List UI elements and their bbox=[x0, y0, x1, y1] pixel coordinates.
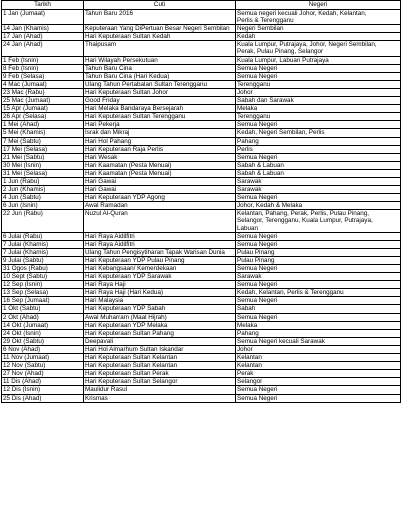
negeri-line: Kedah, Negeri Sembilan, Perlis bbox=[237, 129, 325, 137]
table-row bbox=[2, 80, 401, 88]
holiday-rows bbox=[2, 10, 401, 403]
negeri-line: Semua Negeri bbox=[237, 386, 278, 394]
table-row bbox=[2, 161, 401, 169]
cell-negeri bbox=[236, 240, 401, 248]
negeri-line: Semua Negeri bbox=[237, 121, 278, 129]
negeri-line: Pulau Pinang bbox=[237, 256, 275, 264]
header-negeri: Negeri bbox=[236, 1, 401, 10]
table-row bbox=[2, 97, 401, 105]
cell-tarikh: 1 Jun (Rabu) bbox=[2, 177, 84, 185]
cell-negeri bbox=[236, 297, 401, 305]
negeri-line: Melaka bbox=[237, 105, 258, 113]
cell-cuti: Hari Raya Aidilfitri bbox=[84, 232, 236, 240]
cell-tarikh: 30 Mei (Isnin) bbox=[2, 161, 84, 169]
table-row bbox=[2, 386, 401, 394]
table-row bbox=[2, 105, 401, 113]
cell-tarikh: 4 Mac (Jumaat) bbox=[2, 80, 84, 88]
cell-negeri bbox=[236, 33, 401, 41]
cell-cuti: Hari Raya Haji (Hari Kedua) bbox=[84, 289, 236, 297]
cell-cuti: Hari Hol Pahang bbox=[84, 137, 236, 145]
cell-tarikh: 31 Mei (Selasa) bbox=[2, 169, 84, 177]
table-row bbox=[2, 129, 401, 137]
cell-tarikh: 5 Mei (Khamis) bbox=[2, 129, 84, 137]
cell-cuti: Hari Pekerja bbox=[84, 121, 236, 129]
cell-cuti: Israk dan Mikraj bbox=[84, 129, 236, 137]
table-row bbox=[2, 137, 401, 145]
table-row bbox=[2, 354, 401, 362]
table-row bbox=[2, 273, 401, 281]
cell-negeri bbox=[236, 313, 401, 321]
negeri-line: Johor, Kedah & Melaka bbox=[237, 202, 303, 210]
cell-cuti: Hari Keputeraan YDP Sabah bbox=[84, 305, 236, 313]
cell-negeri bbox=[236, 186, 401, 194]
cell-negeri bbox=[236, 137, 401, 145]
negeri-line: Sarawak bbox=[237, 186, 262, 194]
negeri-line: Semua Negeri bbox=[237, 265, 278, 272]
cell-negeri bbox=[236, 97, 401, 105]
holiday-table bbox=[1, 0, 401, 403]
cell-cuti: Ulang Tahun Pengisytiharan Tapak Warisan Dunia bbox=[84, 248, 236, 256]
table-row bbox=[2, 41, 401, 56]
table-row bbox=[2, 313, 401, 321]
negeri-line: Sabah & Labuan bbox=[237, 161, 284, 169]
cell-negeri bbox=[236, 337, 401, 345]
cell-cuti: Hari Wesak bbox=[84, 153, 236, 161]
cell-cuti: Awal Ramadan bbox=[84, 202, 236, 210]
cell-negeri bbox=[236, 321, 401, 329]
table-row bbox=[2, 345, 401, 353]
header-cuti: Cuti bbox=[84, 1, 236, 10]
cell-tarikh: 2 Jun (Khamis) bbox=[2, 186, 84, 194]
cell-tarikh: 4 Jun (Sabtu) bbox=[2, 194, 84, 202]
cell-tarikh: 1 Feb (Isnin) bbox=[2, 56, 84, 64]
cell-cuti: Good Friday bbox=[84, 97, 236, 105]
cell-cuti: Hari Keputeraan Sultan Selangor bbox=[84, 378, 236, 386]
negeri-line: Sarawak bbox=[237, 177, 262, 185]
cell-negeri bbox=[236, 56, 401, 64]
negeri-line: Semua Negeri bbox=[237, 153, 278, 161]
table-row bbox=[2, 394, 401, 402]
cell-tarikh: 9 Feb (Selasa) bbox=[2, 72, 84, 80]
cell-cuti: Hari Keputeraan Sultan Pahang bbox=[84, 329, 236, 337]
cell-tarikh: 6 Jun (Isnin) bbox=[2, 202, 84, 210]
negeri-line: Kedah, Kelantan, Perlis & Terengganu bbox=[237, 289, 344, 297]
cell-negeri bbox=[236, 329, 401, 337]
negeri-line: Sarawak bbox=[237, 273, 262, 281]
table-row bbox=[2, 337, 401, 345]
negeri-line: Perak bbox=[237, 370, 254, 378]
negeri-line: Johor bbox=[237, 345, 253, 353]
table-row bbox=[2, 210, 401, 232]
table-row bbox=[2, 153, 401, 161]
negeri-line: Semua Negeri kecuali Sarawak bbox=[237, 337, 325, 345]
negeri-line: Selangor, Terengganu, Kuala Lumpur, Putrajaya, bbox=[237, 217, 373, 225]
table-row bbox=[2, 281, 401, 289]
cell-cuti: Hari Kebangsaan/ Kemerdekaan bbox=[84, 265, 236, 273]
negeri-line: Terengganu bbox=[237, 80, 271, 88]
cell-negeri bbox=[236, 41, 401, 56]
cell-tarikh: 29 Okt (Sabtu) bbox=[2, 337, 84, 345]
cell-cuti: Awal Muharram (Maal Hijrah) bbox=[84, 313, 236, 321]
cell-tarikh: 15 Apr (Jumaat) bbox=[2, 105, 84, 113]
header-row bbox=[2, 1, 401, 10]
negeri-line: Semua Negeri bbox=[237, 232, 278, 240]
cell-cuti: Nuzul Al-Quran bbox=[84, 210, 236, 232]
negeri-line: Perlis bbox=[237, 145, 253, 153]
cell-negeri bbox=[236, 25, 401, 33]
table-row bbox=[2, 56, 401, 64]
cell-tarikh: 7 Julai (Khamis) bbox=[2, 240, 84, 248]
cell-negeri bbox=[236, 273, 401, 281]
cell-tarikh: 1 Okt (Sabtu) bbox=[2, 305, 84, 313]
cell-cuti: Hari Keputeraan YDP Melaka bbox=[84, 321, 236, 329]
cell-cuti: Hari Wilayah Persekutuan bbox=[84, 56, 236, 64]
cell-negeri bbox=[236, 370, 401, 378]
cell-cuti: Thaipusam bbox=[84, 41, 236, 56]
cell-cuti: Hari Hol Almarhum Sultan Iskandar bbox=[84, 345, 236, 353]
negeri-line: Sabah & Labuan bbox=[237, 169, 284, 177]
cell-cuti: Hari Gawai bbox=[84, 177, 236, 185]
cell-tarikh: 12 Sep (Isnin) bbox=[2, 281, 84, 289]
cell-tarikh: 26 Apr (Selasa) bbox=[2, 113, 84, 121]
cell-tarikh: 1 Mei (Ahad) bbox=[2, 121, 84, 129]
cell-cuti: Hari Keputeraan YDP Sarawak bbox=[84, 273, 236, 281]
table-row bbox=[2, 297, 401, 305]
cell-cuti: Hari Keputeraan Sultan Johor bbox=[84, 88, 236, 96]
table-row bbox=[2, 202, 401, 210]
negeri-line: Semua Negeri bbox=[237, 72, 278, 80]
cell-cuti: Tahun Baru Cina (Hari Kedua) bbox=[84, 72, 236, 80]
cell-tarikh: 10 Sept (Sabtu) bbox=[2, 273, 84, 281]
cell-negeri bbox=[236, 72, 401, 80]
negeri-line: Semua Negeri bbox=[237, 281, 278, 289]
negeri-line: Semua Negeri bbox=[237, 313, 278, 321]
table-row bbox=[2, 194, 401, 202]
cell-tarikh: 11 Dis (Ahad) bbox=[2, 378, 84, 386]
cell-negeri bbox=[236, 161, 401, 169]
table-row bbox=[2, 121, 401, 129]
cell-negeri bbox=[236, 105, 401, 113]
cell-cuti: Hari Keputeraan YDP Pulau Pinang bbox=[84, 256, 236, 264]
negeri-line: Semua Negeri bbox=[237, 297, 278, 305]
cell-negeri bbox=[236, 281, 401, 289]
cell-negeri bbox=[236, 289, 401, 297]
negeri-line: Semua negeri kecuali Johor, Kedah, Kelantan, bbox=[237, 10, 367, 17]
negeri-line: Kelantan, Pahang, Perak, Perlis, Pulau Pinang, bbox=[237, 210, 369, 218]
table-row bbox=[2, 72, 401, 80]
cell-negeri bbox=[236, 121, 401, 129]
cell-cuti: Hari Keputeraan Sultan Kedah bbox=[84, 33, 236, 41]
cell-cuti: Hari Keputeraan Raja Perlis bbox=[84, 145, 236, 153]
cell-tarikh: 25 Mac (Jumaat) bbox=[2, 97, 84, 105]
cell-cuti: Hari Kaamatan (Pesta Menuai) bbox=[84, 169, 236, 177]
table-row bbox=[2, 186, 401, 194]
table-row bbox=[2, 240, 401, 248]
cell-cuti: Krismas bbox=[84, 394, 236, 402]
cell-negeri bbox=[236, 80, 401, 88]
cell-tarikh: 16 Sep (Jumaat) bbox=[2, 297, 84, 305]
cell-negeri bbox=[236, 194, 401, 202]
cell-negeri bbox=[236, 202, 401, 210]
negeri-line: Sabah dan Sarawak bbox=[237, 97, 294, 105]
negeri-line: Selangor bbox=[237, 378, 263, 386]
negeri-line: Melaka bbox=[237, 321, 258, 329]
cell-tarikh: 17 Jan (Ahad) bbox=[2, 33, 84, 41]
cell-tarikh: 6 Julai (Rabu) bbox=[2, 232, 84, 240]
cell-cuti: Hari Kaamatan (Pesta Menuai) bbox=[84, 161, 236, 169]
cell-tarikh: 14 Jan (Khamis) bbox=[2, 25, 84, 33]
cell-tarikh: 24 Jan (Ahad) bbox=[2, 41, 84, 56]
cell-negeri bbox=[236, 362, 401, 370]
cell-tarikh: 7 Julai (Khamis) bbox=[2, 248, 84, 256]
negeri-line: Sabah bbox=[237, 305, 256, 313]
table-row bbox=[2, 329, 401, 337]
negeri-line: Semua Negeri bbox=[237, 64, 278, 72]
cell-tarikh: 8 Feb (Isnin) bbox=[2, 64, 84, 72]
cell-cuti: Hari Raya Haji bbox=[84, 281, 236, 289]
cell-negeri bbox=[236, 248, 401, 256]
table-row bbox=[2, 169, 401, 177]
cell-cuti: Hari Keputeraan Sultan Kelantan bbox=[84, 354, 236, 362]
negeri-line: Kedah bbox=[237, 33, 256, 41]
cell-negeri bbox=[236, 153, 401, 161]
cell-cuti: Hari Keputeraan Sultan Perak bbox=[84, 370, 236, 378]
cell-cuti: Hari Raya Aidilfitri bbox=[84, 240, 236, 248]
negeri-line: Pulau Pinang bbox=[237, 248, 275, 256]
cell-tarikh: 27 Nov (Ahad) bbox=[2, 370, 84, 378]
negeri-line: Kuala Lumpur, Labuan Putrajaya bbox=[237, 56, 329, 64]
cell-tarikh: 25 Dis (Ahad) bbox=[2, 394, 84, 402]
negeri-line: Perlis & Terengganu bbox=[237, 17, 294, 25]
cell-cuti: Keputeraan Yang DiPertuan Besar Negeri Sembilan bbox=[84, 25, 236, 33]
negeri-line: Semua Negeri bbox=[237, 194, 278, 202]
table-row bbox=[2, 265, 401, 273]
negeri-line: Semua Negeri bbox=[237, 240, 278, 248]
table-row bbox=[2, 305, 401, 313]
cell-negeri bbox=[236, 113, 401, 121]
cell-negeri bbox=[236, 88, 401, 96]
cell-cuti: Hari Keputeraan Sultan Kelantan bbox=[84, 362, 236, 370]
cell-negeri bbox=[236, 345, 401, 353]
table-row bbox=[2, 33, 401, 41]
table-row bbox=[2, 362, 401, 370]
negeri-line: Kelantan bbox=[237, 354, 262, 362]
cell-negeri bbox=[236, 177, 401, 185]
cell-tarikh: 22 Jun (Rabu) bbox=[2, 210, 84, 232]
negeri-line: Negeri Sembilan bbox=[237, 25, 284, 33]
cell-tarikh: 9 Julai (Sabtu) bbox=[2, 256, 84, 264]
cell-tarikh: 12 Nov (Sabtu) bbox=[2, 362, 84, 370]
cell-cuti: Ulang Tahun Pertabalan Sultan Terengganu bbox=[84, 80, 236, 88]
table-row bbox=[2, 25, 401, 33]
cell-negeri bbox=[236, 232, 401, 240]
table-row bbox=[2, 248, 401, 256]
cell-tarikh: 13 Sep (Selasa) bbox=[2, 289, 84, 297]
cell-cuti: Hari Keputeraan YDP Agong bbox=[84, 194, 236, 202]
cell-negeri bbox=[236, 64, 401, 72]
cell-cuti: Deepavali bbox=[84, 337, 236, 345]
table-row bbox=[2, 232, 401, 240]
table-row bbox=[2, 289, 401, 297]
cell-tarikh: 21 Mei (Sabtu) bbox=[2, 153, 84, 161]
cell-negeri bbox=[236, 386, 401, 394]
table-row bbox=[2, 378, 401, 386]
table-row bbox=[2, 64, 401, 72]
cell-tarikh: 2 Okt (Ahad) bbox=[2, 313, 84, 321]
cell-negeri bbox=[236, 129, 401, 137]
cell-negeri bbox=[236, 145, 401, 153]
table-row bbox=[2, 177, 401, 185]
negeri-line: Kuala Lumpur, Putrajaya, Johor, Negeri Sembilan, bbox=[237, 41, 377, 49]
negeri-line: Kelantan bbox=[237, 362, 262, 370]
cell-tarikh: 24 Okt (Isnin) bbox=[2, 329, 84, 337]
cell-cuti: Maulidur Rasul bbox=[84, 386, 236, 394]
cell-negeri bbox=[236, 256, 401, 264]
negeri-line: Pahang bbox=[237, 137, 259, 145]
table-row bbox=[2, 10, 401, 25]
negeri-line: Semua Negeri bbox=[237, 394, 278, 402]
cell-negeri bbox=[236, 394, 401, 402]
negeri-line: Perak, Pulau Pinang, Selangor bbox=[237, 48, 324, 56]
cell-negeri bbox=[236, 10, 401, 25]
cell-tarikh: 17 Mei (Selasa) bbox=[2, 145, 84, 153]
cell-negeri bbox=[236, 265, 401, 273]
table-row bbox=[2, 145, 401, 153]
cell-negeri bbox=[236, 210, 401, 232]
cell-cuti: Tahun Baru Cina bbox=[84, 64, 236, 72]
cell-tarikh: 31 Ogos (Rabu) bbox=[2, 265, 84, 273]
cell-cuti: Hari Keputeraan Sultan Terengganu bbox=[84, 113, 236, 121]
cell-cuti: Hari Gawai bbox=[84, 186, 236, 194]
cell-tarikh: 12 Dis (Isnin) bbox=[2, 386, 84, 394]
table-row bbox=[2, 321, 401, 329]
cell-tarikh: 6 Nov (Ahad) bbox=[2, 345, 84, 353]
table-row bbox=[2, 370, 401, 378]
negeri-line: Terengganu bbox=[237, 113, 271, 121]
cell-tarikh: 11 Nov (Jumaat) bbox=[2, 354, 84, 362]
cell-negeri bbox=[236, 305, 401, 313]
table-row bbox=[2, 88, 401, 96]
cell-cuti: Hari Melaka Bandaraya Bersejarah bbox=[84, 105, 236, 113]
table-row bbox=[2, 113, 401, 121]
table-row bbox=[2, 256, 401, 264]
cell-negeri bbox=[236, 169, 401, 177]
cell-tarikh: 23 Mac (Rabu) bbox=[2, 88, 84, 96]
cell-tarikh: 14 Okt (Jumaat) bbox=[2, 321, 84, 329]
cell-tarikh: 1 Jan (Jumaat) bbox=[2, 10, 84, 25]
negeri-line: Johor bbox=[237, 88, 253, 96]
cell-tarikh: 7 Mei (Sabtu) bbox=[2, 137, 84, 145]
negeri-line: Labuan bbox=[237, 224, 259, 232]
cell-negeri bbox=[236, 378, 401, 386]
cell-cuti: Tahun Baru 2016 bbox=[84, 10, 236, 25]
negeri-line: Pahang bbox=[237, 329, 259, 337]
cell-negeri bbox=[236, 354, 401, 362]
header-tarikh: Tarikh bbox=[2, 1, 84, 10]
cell-cuti: Hari Malaysia bbox=[84, 297, 236, 305]
